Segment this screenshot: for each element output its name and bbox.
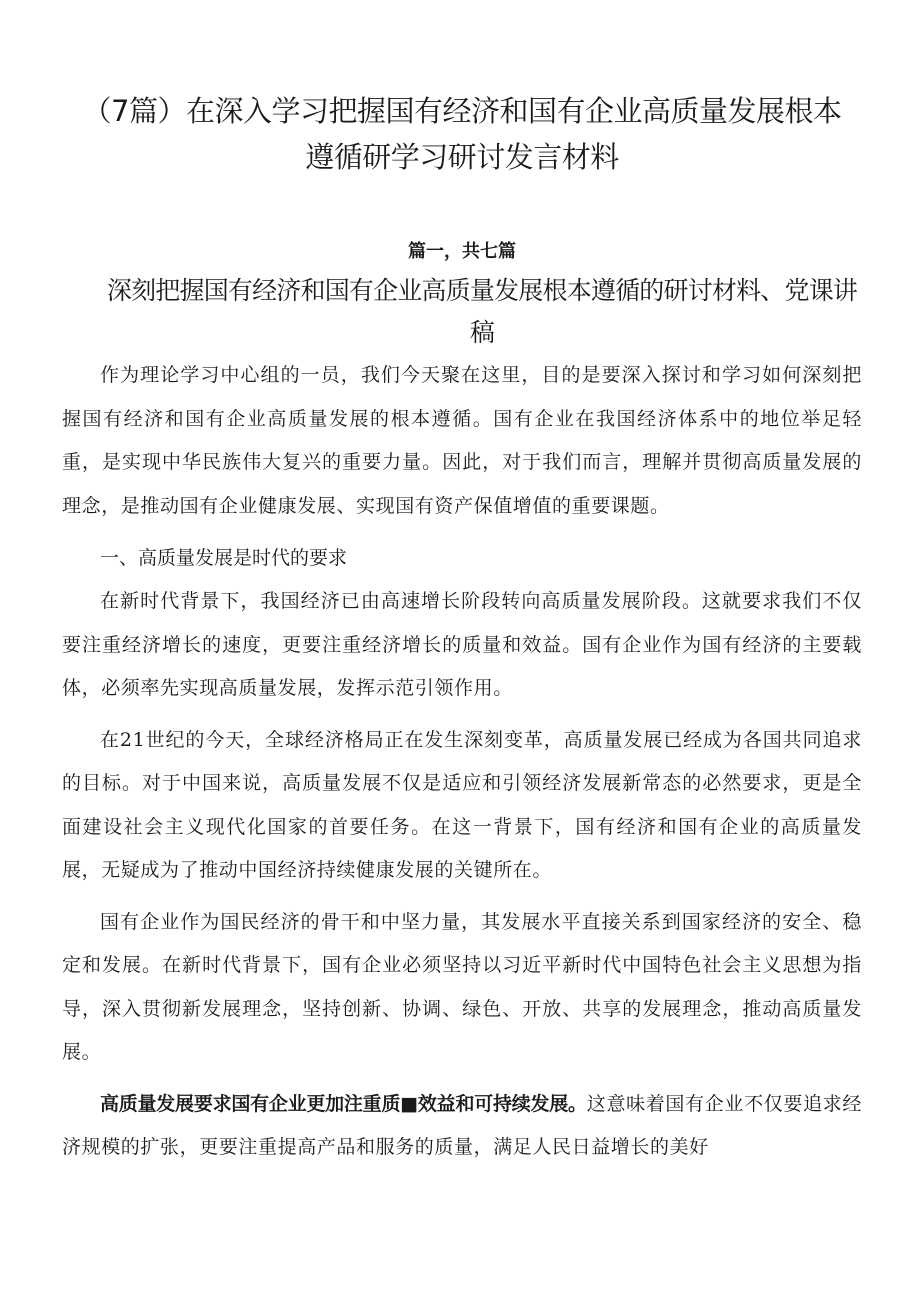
part-title: 深刻把握国有经济和国有企业高质量发展根本遵循的研讨材料、党课讲稿 [106,276,858,347]
document-title: （7篇）在深入学习把握国有经济和国有企业高质量发展根本遵循研学习研讨发言材料 [82,94,842,174]
section-heading-1: 一、高质量发展是时代的要求 [100,547,348,569]
last-paragraph-lead: 高质量发展要求国有企业更加注重质■效益和可持续发展。 [100,1092,587,1115]
part-label: 篇一，共七篇 [408,241,516,262]
section-1-paragraph-3: 国有企业作为国民经济的骨干和中坚力量，其发展水平直接关系到国家经济的安全、稳定和发展。在新时代背景下，国有企业必须坚持以习近平新时代中国特色社会主义思想为指导，深入贯彻新发展理念，坚持创新、协调、绿色、开放、共享的发展理念，推动高质量发展。 [62,910,862,1063]
last-paragraph-body: 这意味着国有企业不仅要追求经济规模的扩张，更要注重提高产品和服务的质量，满足人民日益增长的美好 [62,1092,862,1158]
last-paragraph [62,1083,862,1170]
intro-paragraph: 作为理论学习中心组的一员，我们今天聚在这里，目的是要深入探讨和学习如何深刻把握国有经济和国有企业高质量发展的根本遵循。国有企业在我国经济体系中的地位举足轻重，是实现中华民族伟大复兴的重要力量。因此，对于我们而言，理解并贯彻高质量发展的理念，是推动国有企业健康发展、实现国有资产保值增值的重要课题。 [62,364,862,517]
section-1-paragraph-2: 在21世纪的今天，全球经济格局正在发生深刻变革，高质量发展已经成为各国共同追求的目标。对于中国来说，高质量发展不仅是适应和引领经济发展新常态的必然要求，更是全面建设社会主义现代化国家的首要任务。在这一背景下，国有经济和国有企业的高质量发展，无疑成为了推动中国经济持续健康发展的关键所在。 [62,728,862,881]
section-1-paragraph-1: 在新时代背景下，我国经济已由高速增长阶段转向高质量发展阶段。这就要求我们不仅要注重经济增长的速度，更要注重经济增长的质量和效益。国有企业作为国有经济的主要载体，必须率先实现高质量发展，发挥示范引领作用。 [62,590,862,699]
